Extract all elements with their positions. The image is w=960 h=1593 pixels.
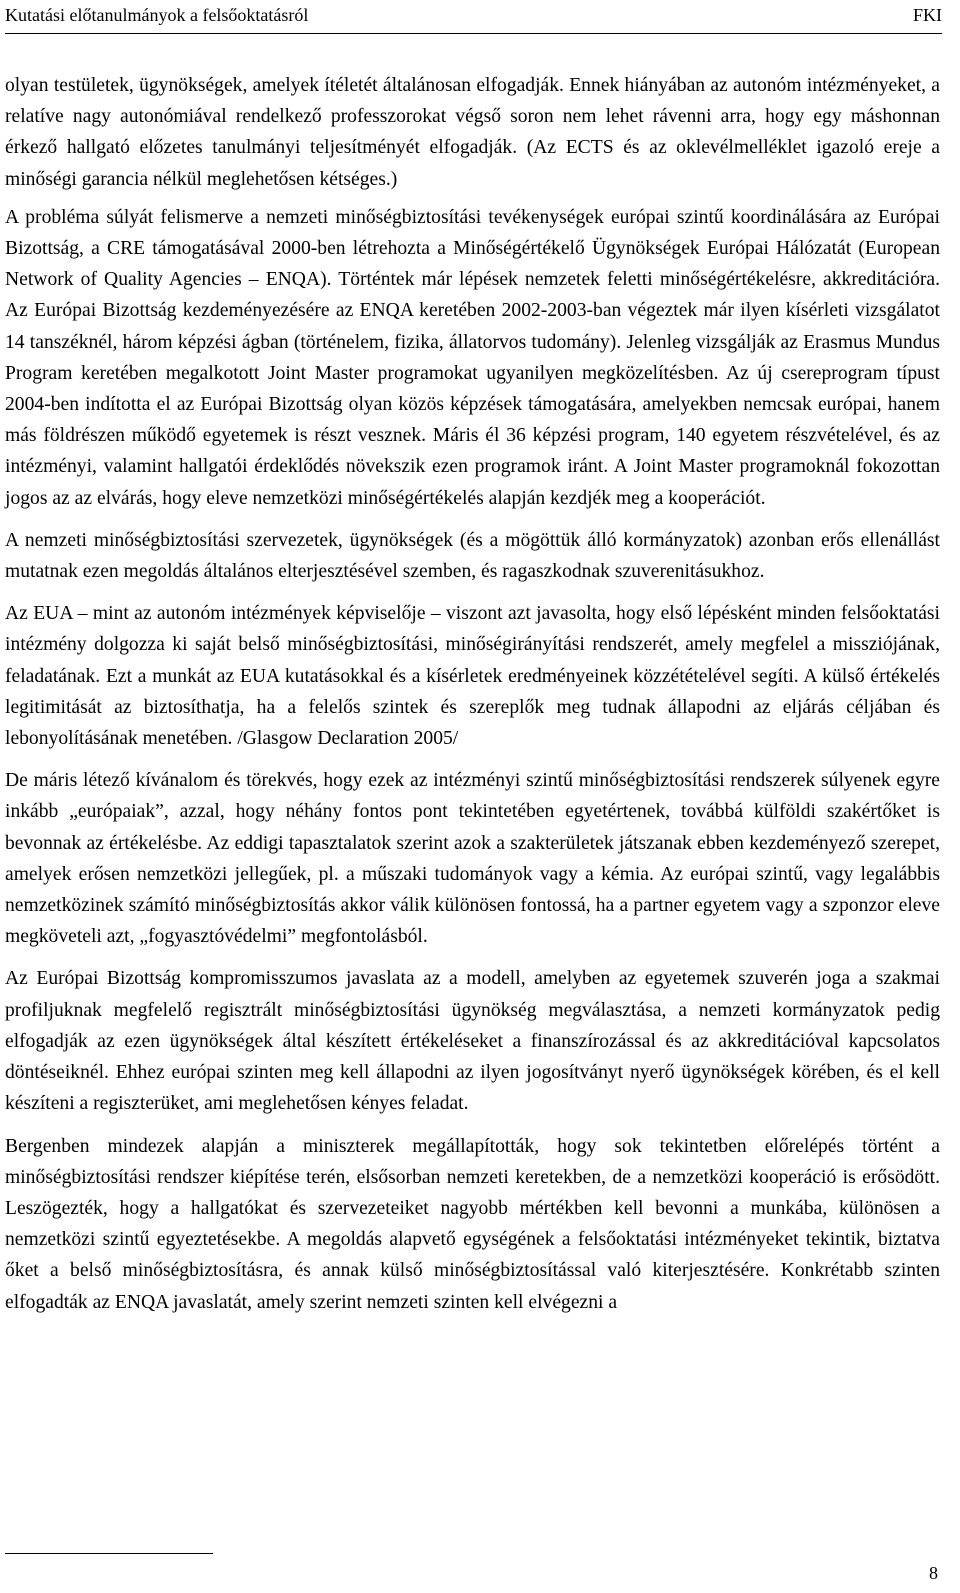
- footnote-rule: [5, 1553, 213, 1554]
- paragraph: olyan testületek, ügynökségek, amelyek ítéletét általánosan elfogadják. Ennek hiányában az autonóm intézményeket, a relatíve nagy autonómiával rendelkező professzorokat végső soron nem lehet rávenni arra, hogy egy máshonnan érkező hallgató előzetes tanulmányi teljesítményét elfogadják. (Az ECTS és az oklevélmelléklet igazoló ereje a minőségi garancia nélkül meglehetősen kétséges.): [5, 75, 940, 190]
- paragraph: Az EUA – mint az autonóm intézmények képviselője – viszont azt javasolta, hogy első lépésként minden felsőoktatási intézmény dolgozza ki saját belső minőségbiztosítási, minőségirányítási rendszerét, amely megfelel a missziójának, feladatának. Ezt a munkát az EUA kutatásokkal és a kísérletek eredményeinek közzétételével segíti. A külső értékelés legitimitását az biztosíthatja, ha a felelős szintek és szereplők meg tudnak állapodni az eljárás céljában és lebonyolításának menetében. /Glasgow Declaration 2005/: [5, 603, 940, 750]
- page-number: 8: [929, 1563, 938, 1583]
- paragraph: A probléma súlyát felismerve a nemzeti minőségbiztosítási tevékenységek európai szintű koordinálására az Európai Bizottság, a CRE támogatásával 2000-ben létrehozta a Minőségértékelő Ügynökségek Európai Hálózatát (European Network of Quality Agencies – ENQA). Történtek már lépések nemzetek feletti minőségértékelésre, akkreditációra. Az Európai Bizottság kezdeményezésére az ENQA keretében 2002-2003-ban végeztek már ilyen kísérleti vizsgálatot 14 tanszéknél, három képzési ágban (történelem, fizika, állatorvos tudomány). Jelenleg vizsgálják az Erasmus Mundus Program keretében megalkotott Joint Master programokat ugyanilyen megközelítésben. Az új csereprogram típust 2004-ben indította el az Európai Bizottság olyan közös képzések támogatására, amelyekben nemcsak európai, hanem más földrészen működő egyetemek is részt vesznek. Máris él 36 képzési program, 140 egyetem részvételével, és az intézményi, valamint hallgatói érdeklődés növekszik ezen programok iránt. A Joint Master programoknál fokozottan jogos az az elvárás, hogy eleve nemzetközi minőségértékelés alapján kezdjék meg a kooperációt.: [5, 206, 940, 509]
- header-org: FKI: [912, 5, 942, 25]
- running-header: [5, 3, 942, 34]
- body-text: [5, 70, 940, 1318]
- paragraph: De máris létező kívánalom és törekvés, hogy ezek az intézményi szintű minőségbiztosítási rendszerek súlyenek egyre inkább „európaiak”, azzal, hogy néhány fontos pont tekintetében egyetértenek, továbbá külföldi szakértőket is bevonnak az értékelésbe. Az eddigi tapasztalatok szerint azok a szakterületek játszanak ebben kezdeményező szerepet, amelyek erősen nemzetközi jellegűek, pl. a műszaki tudományok vagy a kémia. Az európai szintű, vagy legalábbis nemzetközinek számító minőségbiztosítás akkor válik különösen fontossá, ha a partner egyetem vagy a szponzor eleve megköveteli azt, „fogyasztóvédelmi” megfontolásból.: [5, 770, 940, 948]
- paragraph: A nemzeti minőségbiztosítási szervezetek, ügynökségek (és a mögöttük álló kormányzatok) azonban erős ellenállást mutatnak ezen megoldás általános elterjesztésével szemben, és ragaszkodnak szuverenitásukhoz.: [5, 529, 940, 583]
- header-title: Kutatási előtanulmányok a felsőoktatásról: [5, 5, 309, 25]
- paragraph: Bergenben mindezek alapján a miniszterek megállapították, hogy sok tekintetben előrelépés történt a minőségbiztosítási rendszer kiépítése terén, elsősorban nemzeti keretekben, de a nemzetközi kooperáció is erősödött. Leszögezték, hogy a hallgatókat és szervezeteiket nagyobb mértékben kell bevonni a munkába, különösen a nemzetközi szintű egyeztetésekbe. A megoldás alapvető egységének a felsőoktatási intézményeket tekintik, biztatva őket a belső minőségbiztosításra, és annak külső minőségbiztosítással való kiterjesztésére. Konkrétabb szinten elfogadták az ENQA javaslatát, amely szerint nemzeti szinten kell elvégezni a: [5, 1135, 940, 1313]
- paragraph: Az Európai Bizottság kompromisszumos javaslata az a modell, amelyben az egyetemek szuverén joga a szakmai profiljuknak megfelelő regisztrált minőségbiztosítási ügynökség megválasztása, a nemzeti kormányzatok pedig elfogadják az ezen ügynökségek által készített értékeléseket a finanszírozással és az akkreditációval kapcsolatos döntéseiknél. Ehhez európai szinten meg kell állapodni az ilyen jogosítványt nyerő ügynökségek körében, és el kell készíteni a regiszterüket, ami meglehetősen kényes feladat.: [5, 968, 940, 1115]
